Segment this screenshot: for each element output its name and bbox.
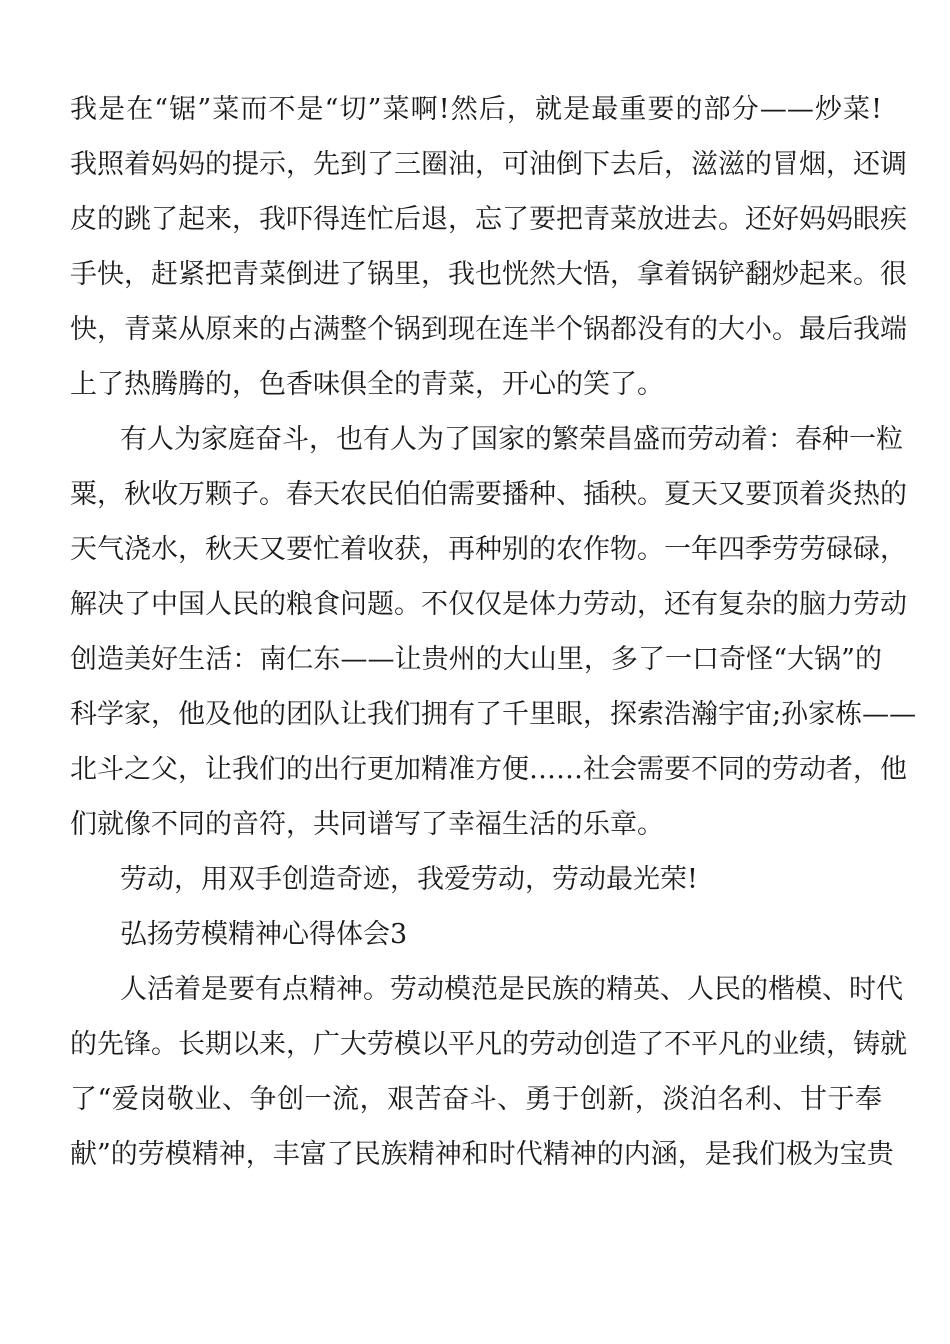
text-line: 我照着妈妈的提示，先到了三圈油，可油倒下去后，滋滋的冒烟，还调 [70, 149, 907, 180]
text-line: 手快，赶紧把青菜倒进了锅里，我也恍然大悟，拿着锅铲翻炒起来。很 [70, 259, 907, 290]
text-line: 们就像不同的音符，共同谱写了幸福生活的乐章。 [70, 809, 664, 840]
paragraph-start-line: 有人为家庭奋斗，也有人为了国家的繁荣昌盛而劳动着：春种一粒 [120, 424, 903, 455]
text-line: 解决了中国人民的粮食问题。不仅仅是体力劳动，还有复杂的脑力劳动 [70, 589, 907, 620]
text-line: 的先锋。长期以来，广大劳模以平凡的劳动创造了不平凡的业绩，铸就 [70, 1029, 907, 1060]
text-line: 皮的跳了起来，我吓得连忙后退，忘了要把青菜放进去。还好妈妈眼疾 [70, 204, 907, 235]
text-line: 科学家，他及他的团队让我们拥有了千里眼，探索浩瀚宇宙;孙家栋—— [70, 699, 917, 730]
text-line: 快，青菜从原来的占满整个锅到现在连半个锅都没有的大小。最后我端 [70, 314, 907, 345]
paragraph-line: 劳动，用双手创造奇迹，我爱劳动，劳动最光荣! [120, 864, 698, 895]
text-line: 了“爱岗敬业、争创一流，艰苦奋斗、勇于创新，淡泊名利、甘于奉 [70, 1084, 882, 1115]
text-line: 创造美好生活：南仁东——让贵州的大山里，多了一口奇怪“大锅”的 [70, 644, 882, 675]
text-line: 我是在“锯”菜而不是“切”菜啊!然后，就是最重要的部分——炒菜! [70, 94, 882, 125]
paragraph-start-line: 人活着是要有点精神。劳动模范是民族的精英、人民的楷模、时代 [120, 974, 903, 1005]
text-line: 献”的劳模精神，丰富了民族精神和时代精神的内涵，是我们极为宝贵 [70, 1139, 894, 1170]
text-line: 上了热腾腾的，色香味俱全的青菜，开心的笑了。 [70, 369, 664, 400]
text-line: 粟，秋收万颗子。春天农民伯伯需要播种、插秧。夏天又要顶着炎热的 [70, 479, 907, 510]
section-heading: 弘扬劳模精神心得体会3 [120, 919, 408, 950]
text-line: 天气浇水，秋天又要忙着收获，再种别的农作物。一年四季劳劳碌碌， [70, 534, 907, 565]
body-text [70, 82, 917, 1182]
text-line: 北斗之父，让我们的出行更加精准方便……社会需要不同的劳动者，他 [70, 754, 907, 785]
